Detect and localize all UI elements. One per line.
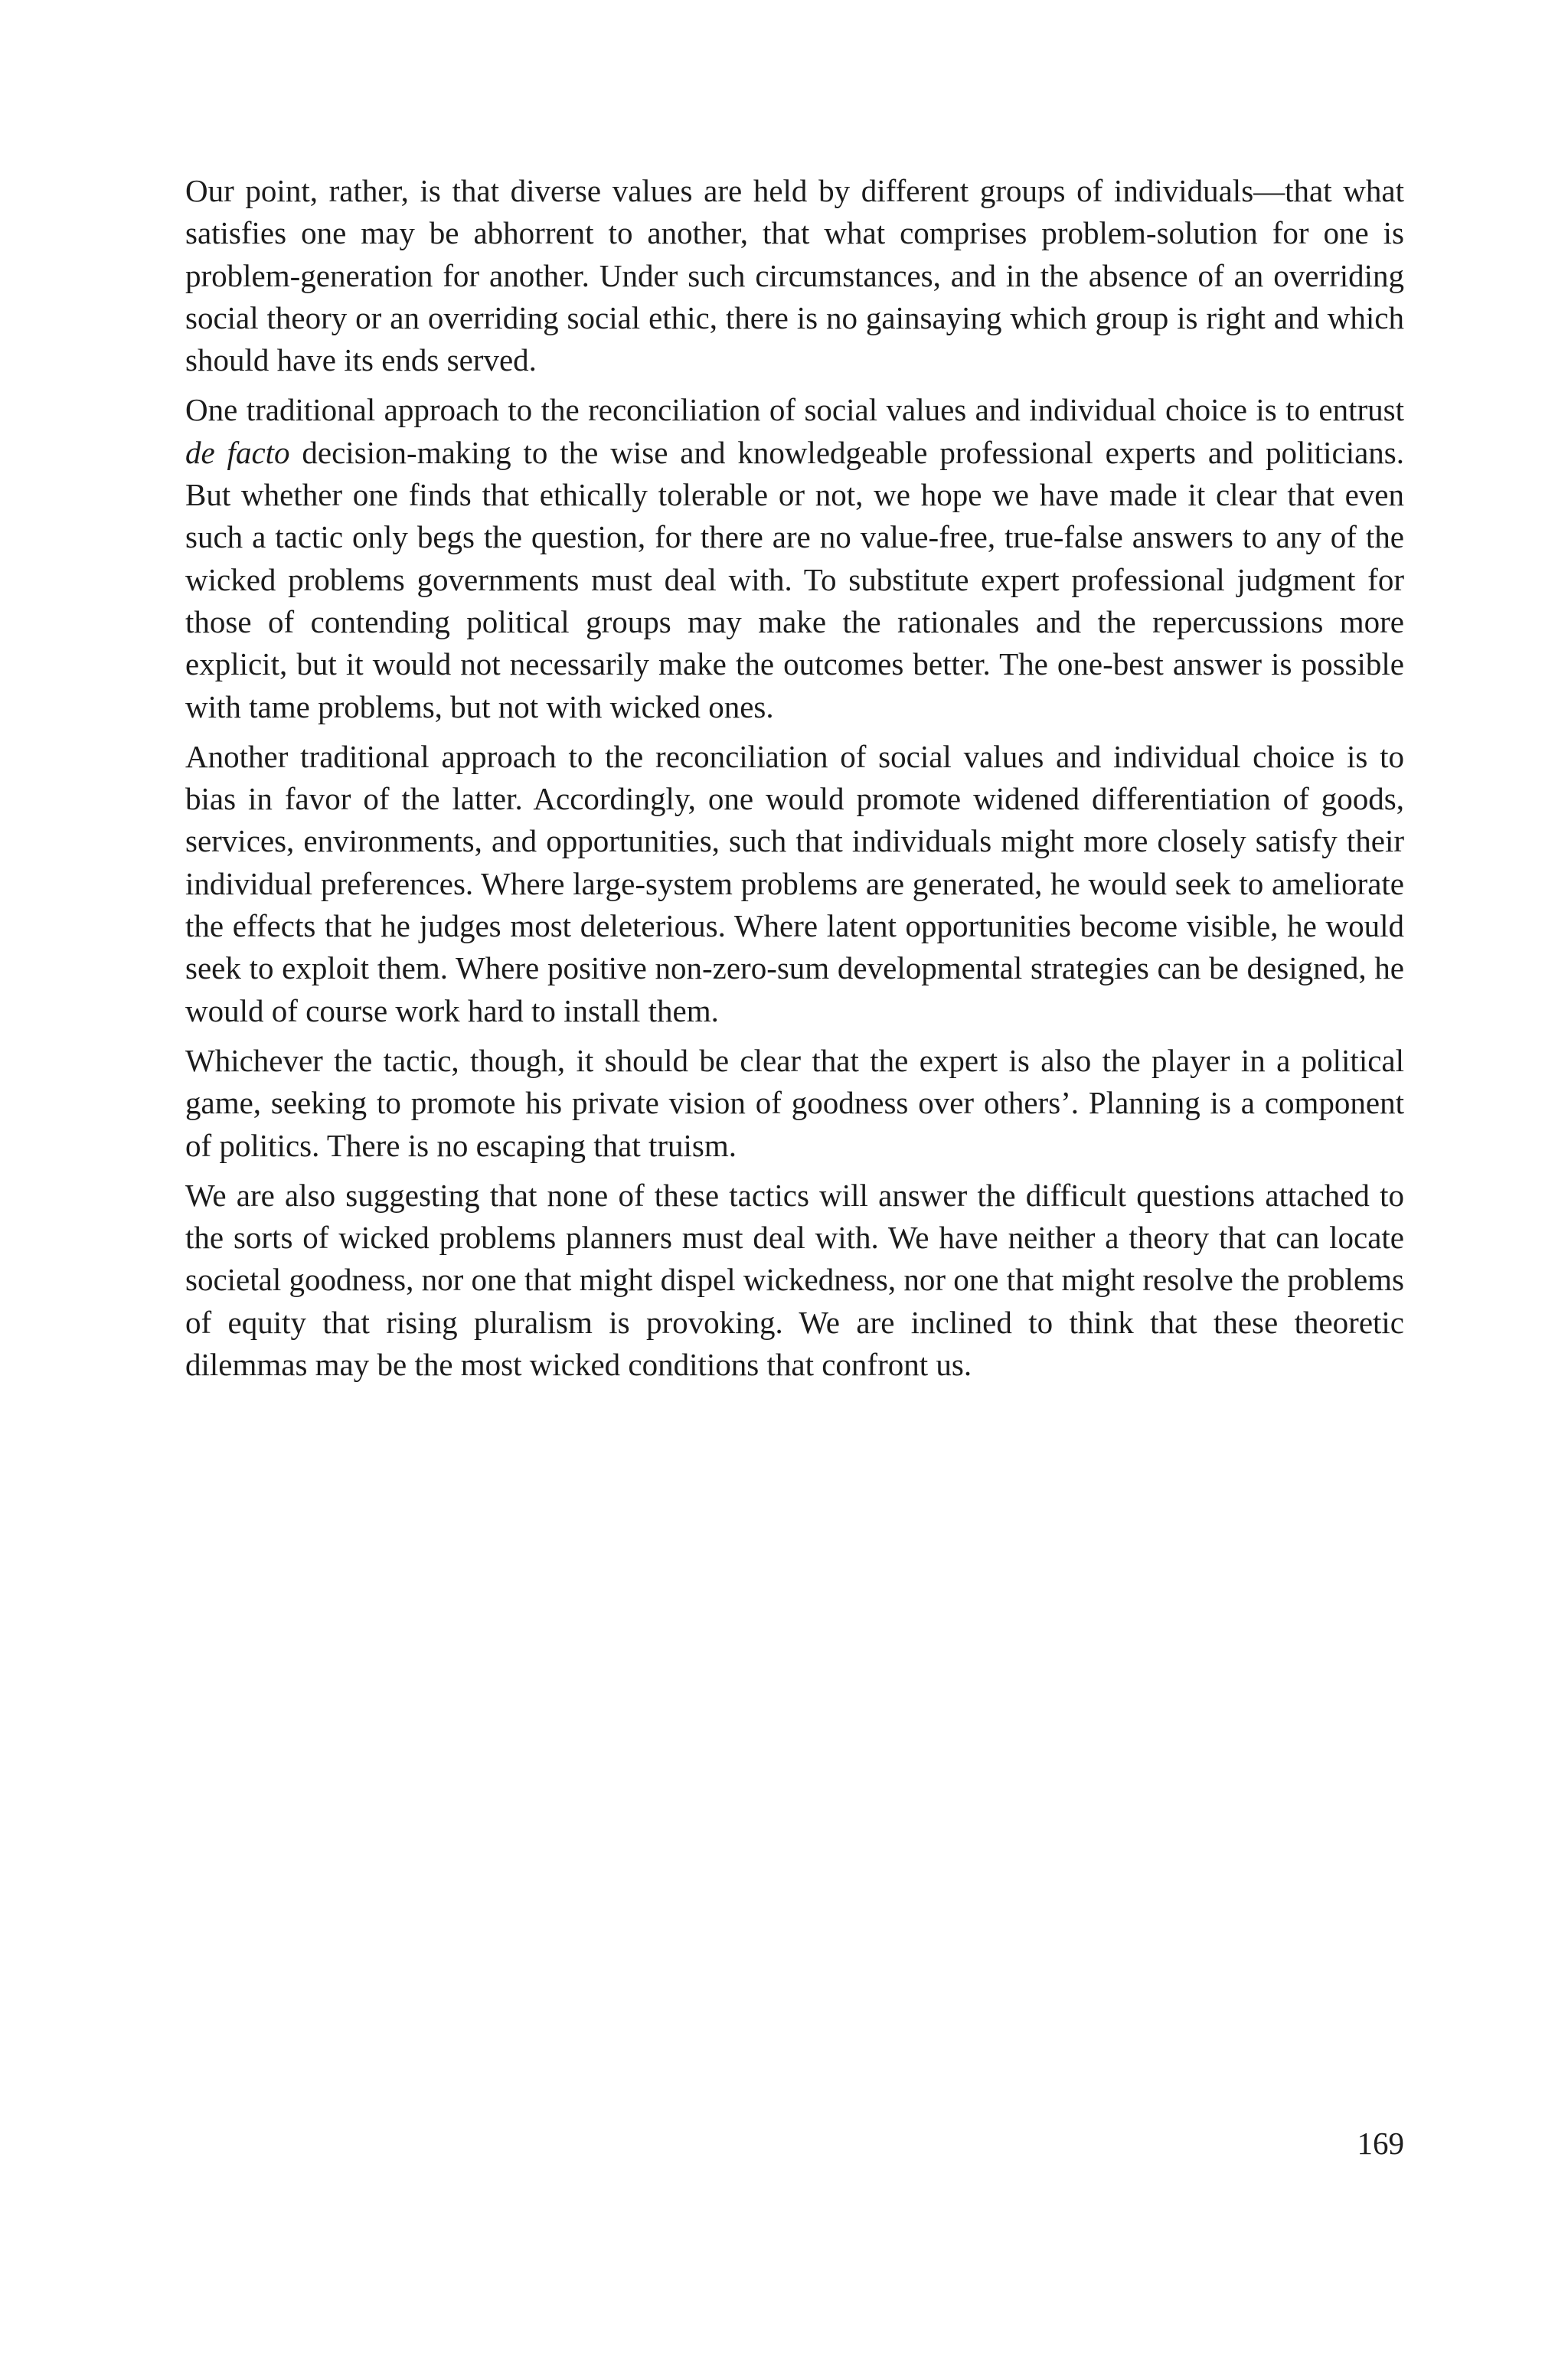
page-number: 169	[1357, 2126, 1404, 2161]
paragraph-2-text-start: One traditional approach to the reconciliation of social values and individual choice is to entrust	[185, 392, 1404, 428]
paragraph-3: Another traditional approach to the reconciliation of social values and individual choice is to bias in favor of the latter. Accordingly, one would promote widened differentiation of goods, services, environments, and opportunities, such that individuals might more closely satisfy their individual preferences. Where large-system problems are generated, he would seek to ameliorate the effects that he judges most deleterious. Where latent opportunities become visible, he would seek to exploit them. Where positive non-zero-sum developmental strategies can be designed, he would of course work hard to install them.	[185, 738, 1404, 1028]
paragraph-4: Whichever the tactic, though, it should be clear that the expert is also the player in a political game, seeking to promote his private vision of goodness over others’. Planning is a component of politics. There is no escaping that truism.	[185, 1042, 1404, 1163]
body-text	[185, 170, 1404, 1386]
paragraph-2-italic-phrase: de facto	[185, 434, 290, 470]
paragraph-5: We are also suggesting that none of these tactics will answer the difficult questions attached to the sorts of wicked problems planners must deal with. We have neither a theory that can locate societal goodness, nor one that might dispel wickedness, nor one that might resolve the problems of equity that rising pluralism is provoking. We are inclined to think that these theoretic dilemmas may be the most wicked conditions that confront us.	[185, 1177, 1404, 1383]
paragraph-2-text-end: decision-making to the wise and knowledgeable professional experts and politicians. But whether one finds that ethically tolerable or not, we hope we have made it clear that even such a tactic only begs the question, for there are no value-free, true-false answers to any of the wicked problems governments must deal with. To substitute expert professional judgment for those of contending political groups may make the rationales and the repercussions more explicit, but it would not necessarily make the outcomes better. The one-best answer is possible with tame problems, but not with wicked ones.	[185, 434, 1404, 724]
paragraph-1: Our point, rather, is that diverse values are held by different groups of individuals—that what satisfies one may be abhorrent to another, that what comprises problem-solution for one is problem-generation for another. Under such circumstances, and in the absence of an overriding social theory or an overriding social ethic, there is no gainsaying which group is right and which should have its ends served.	[185, 173, 1404, 378]
paragraph-2	[185, 389, 1404, 727]
